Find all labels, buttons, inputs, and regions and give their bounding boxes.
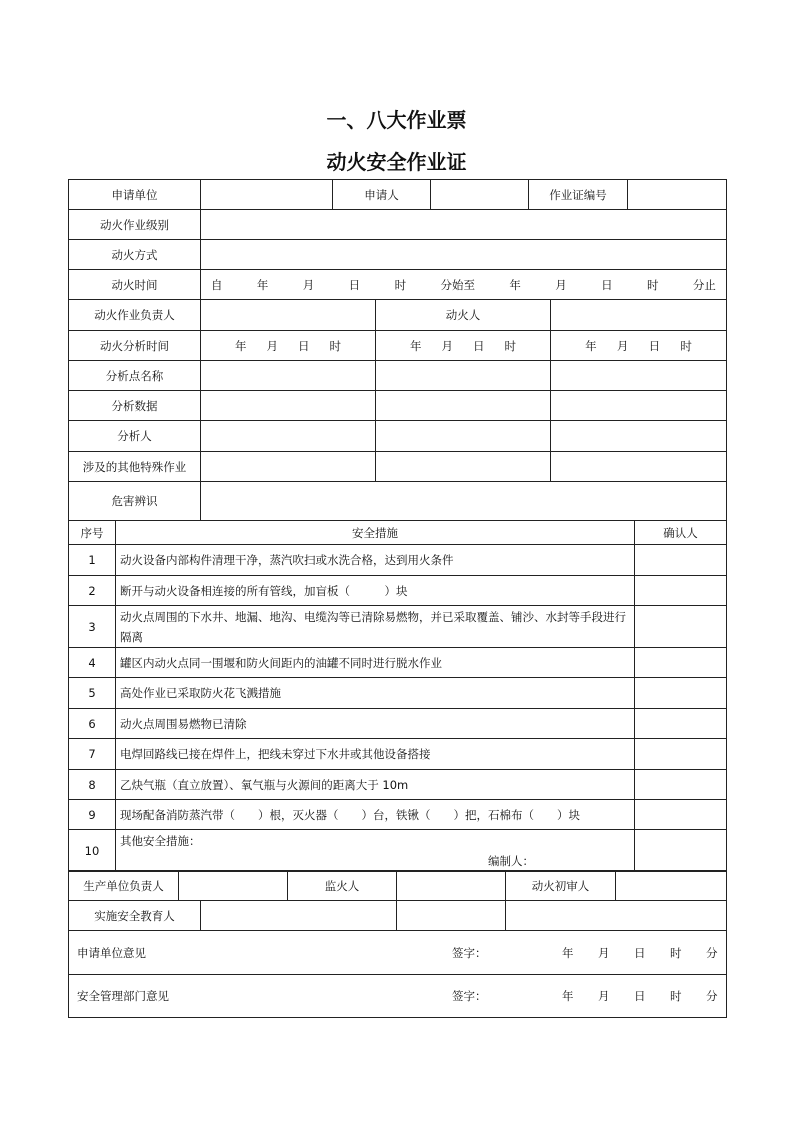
safety-opinion-row[interactable] <box>69 975 727 1018</box>
measure-confirm-field[interactable] <box>635 648 727 678</box>
field-analyst-1[interactable] <box>201 421 376 452</box>
label-level: 动火作业级别 <box>69 210 201 240</box>
sign-part: 日 <box>634 945 646 960</box>
field-data-3[interactable] <box>551 391 727 421</box>
label-fire-watcher: 监火人 <box>288 871 397 901</box>
field-point-name-1[interactable] <box>201 361 376 391</box>
measure-confirm-field[interactable] <box>635 606 727 648</box>
measure-text: 动火点周围的下水井、地漏、地沟、电缆沟等已清除易燃物，并已采取覆盖、铺沙、水封等手段进行隔离 <box>116 606 635 648</box>
field-operator[interactable] <box>551 300 727 331</box>
field-data-1[interactable] <box>201 391 376 421</box>
label-method: 动火方式 <box>69 240 201 270</box>
measure-no: 7 <box>69 739 116 770</box>
measure-text: 罐区内动火点同一围堰和防火间距内的油罐不同时进行脱水作业 <box>116 648 635 678</box>
measure-no: 5 <box>69 678 116 709</box>
field-other-special-1[interactable] <box>201 452 376 482</box>
measure-no: 4 <box>69 648 116 678</box>
header-no: 序号 <box>69 521 116 545</box>
measure-no: 1 <box>69 545 116 576</box>
field-permit-no[interactable] <box>628 180 727 210</box>
education-table <box>68 900 727 931</box>
measure-no: 2 <box>69 576 116 606</box>
date-part: 年 <box>410 338 422 353</box>
field-other-special-2[interactable] <box>376 452 551 482</box>
time-part: 分始至 <box>440 277 475 292</box>
date-part: 月 <box>441 338 453 353</box>
sign-part: 月 <box>598 989 610 1003</box>
sign-part: 年 <box>562 945 574 960</box>
date-part: 月 <box>616 338 629 353</box>
sign-part: 时 <box>670 989 682 1003</box>
measures-table <box>68 520 727 872</box>
field-analyst-2[interactable] <box>376 421 551 452</box>
date-part: 时 <box>504 338 516 353</box>
date-part: 年 <box>235 338 247 353</box>
label-analyst: 分析人 <box>69 421 201 452</box>
field-production-leader[interactable] <box>179 871 288 901</box>
analysis-table <box>68 299 727 521</box>
date-part: 时 <box>329 338 341 353</box>
field-leader[interactable] <box>201 300 376 331</box>
measure-text: 高处作业已采取防火花飞溅措施 <box>116 678 635 709</box>
date-part: 月 <box>266 338 278 353</box>
field-analysis-time-1[interactable] <box>201 331 376 361</box>
time-part: 日 <box>601 277 613 292</box>
header-confirm: 确认人 <box>635 521 727 545</box>
measure-confirm-field[interactable] <box>635 739 727 770</box>
measure-other[interactable] <box>116 830 635 872</box>
measure-text: 乙炔气瓶（直立放置）、氧气瓶与火源间的距离大于 10m <box>116 770 635 800</box>
time-part: 月 <box>555 277 567 292</box>
opinion-table <box>68 930 727 1018</box>
label-applicant-unit: 申请单位 <box>69 180 201 210</box>
field-applicant[interactable] <box>431 180 529 210</box>
field-analysis-time-2[interactable] <box>376 331 551 361</box>
label-time: 动火时间 <box>69 270 201 300</box>
measure-confirm-field[interactable] <box>635 830 727 872</box>
time-part: 年 <box>256 277 269 292</box>
form-title: 动火安全作业证 <box>326 150 467 174</box>
date-part: 日 <box>298 338 310 353</box>
label-safety-educator: 实施安全教育人 <box>69 901 201 931</box>
field-safety-educator-3[interactable] <box>506 901 727 931</box>
field-data-2[interactable] <box>376 391 551 421</box>
field-method[interactable] <box>201 240 727 270</box>
measure-confirm-field[interactable] <box>635 576 727 606</box>
label-hazard: 危害辨识 <box>69 482 201 521</box>
time-part: 分止 <box>692 277 716 292</box>
measure-confirm-field[interactable] <box>635 709 727 739</box>
date-part: 日 <box>648 338 661 353</box>
date-part: 日 <box>473 338 485 353</box>
field-first-reviewer[interactable] <box>616 871 727 901</box>
measure-no: 9 <box>69 800 116 830</box>
measure-no: 10 <box>69 830 116 872</box>
label-leader: 动火作业负责人 <box>69 300 201 331</box>
field-other-special-3[interactable] <box>551 452 727 482</box>
measure-text: 动火设备内部构件清理干净，蒸汽吹扫或水洗合格，达到用火条件 <box>116 545 635 576</box>
label-safety-opinion: 安全管理部门意见 <box>77 989 169 1003</box>
label-production-leader: 生产单位负责人 <box>69 871 179 901</box>
date-part: 年 <box>585 338 597 353</box>
sign-part: 分 <box>706 945 718 960</box>
measure-text: 其他安全措施： <box>120 834 201 848</box>
sign-label: 签字： <box>452 945 487 960</box>
measure-no: 6 <box>69 709 116 739</box>
sign-part: 日 <box>634 989 646 1003</box>
field-point-name-3[interactable] <box>551 361 727 391</box>
label-permit-no: 作业证编号 <box>529 180 628 210</box>
measure-text: 电焊回路线已接在焊件上，把线未穿过下水井或其他设备搭接 <box>116 739 635 770</box>
label-other-special: 涉及的其他特殊作业 <box>69 452 201 482</box>
measure-text: 动火点周围易燃物已清除 <box>116 709 635 739</box>
time-part: 自 <box>211 277 223 292</box>
label-unit-opinion: 申请单位意见 <box>77 945 146 960</box>
field-level[interactable] <box>201 210 727 240</box>
sign-part: 年 <box>562 989 574 1003</box>
label-data: 分析数据 <box>69 391 201 421</box>
time-part: 时 <box>647 277 659 292</box>
measure-confirm-field[interactable] <box>635 545 727 576</box>
permit-info-table <box>68 179 727 300</box>
sign-part: 分 <box>706 989 718 1003</box>
label-applicant: 申请人 <box>333 180 431 210</box>
label-first-reviewer: 动火初审人 <box>506 871 616 901</box>
time-part: 时 <box>394 277 407 292</box>
time-part: 月 <box>302 277 315 292</box>
field-safety-educator[interactable] <box>201 901 397 931</box>
sign-part: 时 <box>670 945 682 960</box>
label-point-name: 分析点名称 <box>69 361 201 391</box>
label-analysis-time: 动火分析时间 <box>69 331 201 361</box>
field-fire-watcher[interactable] <box>397 871 506 901</box>
label-operator: 动火人 <box>376 300 551 331</box>
document-heading: 一、八大作业票 <box>326 108 467 132</box>
date-part: 时 <box>680 338 692 353</box>
header-measure: 安全措施 <box>116 521 635 545</box>
sign-part: 月 <box>598 945 610 960</box>
field-safety-educator-2[interactable] <box>397 901 506 931</box>
field-analysis-time-3[interactable] <box>551 331 727 361</box>
measure-confirm-field[interactable] <box>635 800 727 830</box>
author-label: 编制人： <box>488 854 534 868</box>
field-hazard[interactable] <box>201 482 727 521</box>
measure-text: 断开与动火设备相连接的所有管线，加盲板（ ）块 <box>116 576 635 606</box>
measure-confirm-field[interactable] <box>635 770 727 800</box>
measure-confirm-field[interactable] <box>635 678 727 709</box>
field-applicant-unit[interactable] <box>201 180 333 210</box>
field-point-name-2[interactable] <box>376 361 551 391</box>
time-part: 日 <box>348 277 361 292</box>
personnel-table <box>68 870 727 901</box>
time-part: 年 <box>509 277 521 292</box>
measure-no: 3 <box>69 606 116 648</box>
measure-no: 8 <box>69 770 116 800</box>
field-analyst-3[interactable] <box>551 421 727 452</box>
measure-text: 现场配备消防蒸汽带（ ）根，灭火器（ ）台，铁锹（ ）把，石棉布（ ）块 <box>116 800 635 830</box>
unit-opinion-row[interactable] <box>69 931 727 975</box>
sign-label: 签字： <box>452 989 487 1003</box>
field-time[interactable] <box>201 270 727 300</box>
